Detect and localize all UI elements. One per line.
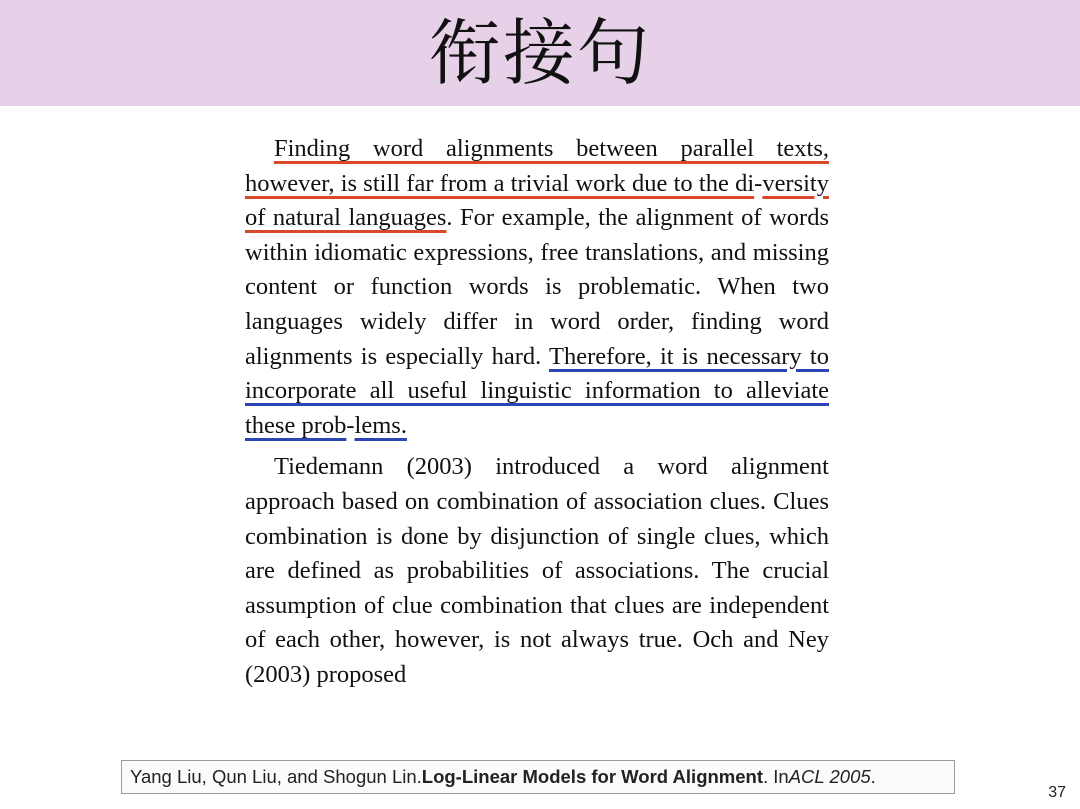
citation-box <box>121 760 955 794</box>
citation-paper-title: Log-Linear Models for Word Alignment <box>421 766 763 787</box>
slide-title: 衔接句 <box>428 11 651 95</box>
citation-end: . <box>870 766 876 787</box>
page-number: 37 <box>1048 784 1066 801</box>
citation-in: . In <box>763 766 789 787</box>
red-underlined-text: Finding word alignments between parallel texts, however, is still far from a trivial work due to the di <box>245 135 829 197</box>
blue-underlined-text: Therefore, it is necessary to incorporate all useful linguistic information to alleviate these prob <box>245 342 829 439</box>
excerpt-paragraph-2: Tiedemann (2003) introduced a word alignment approach based on combination of association clues. Clues combination is done by disjunction of single clues, which are defined as probabilities of associations. The crucial assumption of clue combination that clues are independent of each other, however, is not always true. Och and Ney (2003) proposed <box>245 453 829 688</box>
citation-authors: Yang Liu, Qun Liu, and Shogun Lin. <box>130 766 422 787</box>
paper-excerpt <box>245 132 829 693</box>
excerpt-body-text: . For example, the alignment of words within idiomatic expressions, free translations, and missing content or function words is problematic. When two languages widely differ in word order, finding word alignments is especially hard. <box>245 204 829 370</box>
citation-venue: ACL 2005 <box>788 766 871 787</box>
excerpt-paragraph-1: Finding word alignments between parallel texts, however, is still far from a trivial work due to the di-versity of natural languages. For example, the alignment of words within idiomatic expressions, free translations, and missing content or function words is problematic. When two languages widely differ in word order, finding word alignments is especially hard. Therefore, it is necessary to incorporate all useful linguistic information to alleviate these prob-lems. <box>245 135 829 439</box>
title-band <box>0 0 1080 106</box>
blue-underlined-text-continued: lems. <box>354 411 407 439</box>
red-underlined-text-continued: versity of natural languages <box>245 169 829 232</box>
